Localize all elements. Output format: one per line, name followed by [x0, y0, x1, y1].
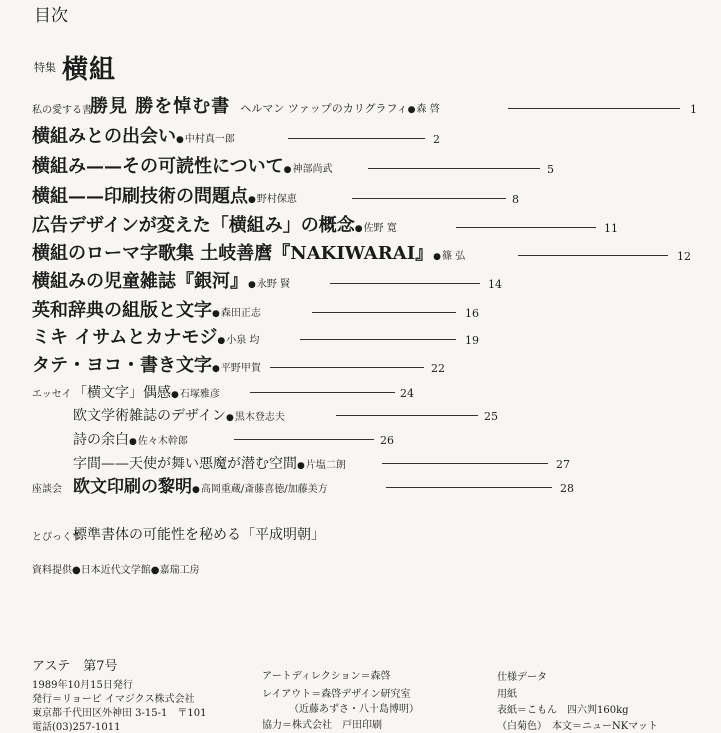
entry-page: 26 — [380, 434, 394, 447]
entry-title: タテ・ヨコ・書き文字 — [32, 355, 212, 376]
entry-author: 中村真一郎 — [184, 134, 235, 145]
entry-page: 22 — [431, 362, 445, 375]
colophon-address: 東京都千代田区外神田 3-15-1 〒101 — [32, 708, 207, 719]
topics-title: 標準書体の可能性を秘める「平成明朝」 — [73, 527, 325, 543]
entry-title: 横組み——その可読性について — [32, 156, 284, 177]
entry-title: ミキ イサムとカナモジ — [32, 327, 218, 348]
entry-author: 佐々木幹郎 — [137, 436, 188, 447]
toc-entry — [0, 270, 721, 294]
entry-title: 横組のローマ字歌集 土岐善麿『NAKIWARAI』 — [32, 243, 434, 264]
bullet-icon: ● — [129, 437, 137, 447]
entry-page: 11 — [604, 222, 618, 235]
entry-title: 欧文学術雑誌のデザイン — [73, 408, 227, 424]
entry-author: 石塚雅彦 — [179, 389, 220, 400]
bullet-icon: ● — [248, 280, 256, 290]
entry-title-wrap — [32, 211, 397, 237]
entry-page: 16 — [465, 307, 479, 320]
bullet-icon: ● — [354, 224, 363, 234]
toc-entry — [0, 299, 721, 323]
leader-rule — [288, 138, 425, 139]
entry-page: 25 — [484, 410, 498, 423]
leader-rule — [234, 439, 374, 440]
toc-entry — [0, 242, 721, 266]
entry-author: 平野甲賀 — [220, 363, 261, 374]
leader-rule — [330, 283, 480, 284]
leader-rule — [382, 463, 548, 464]
toc-entry — [0, 379, 721, 403]
entry-title-wrap — [73, 429, 188, 449]
toc-entry — [0, 125, 721, 149]
entry-title: 詩の余白 — [73, 432, 129, 448]
toc-entry — [0, 95, 721, 119]
bullet-icon: ● — [176, 135, 184, 145]
leader-rule — [270, 367, 424, 368]
entry-title: 横組——印刷技術の問題点 — [32, 186, 248, 207]
bullet-icon: ● — [226, 413, 234, 423]
entry-author: 森田正志 — [220, 308, 261, 319]
entry-title-wrap — [32, 182, 297, 208]
entry-title: 英和辞典の組版と文字 — [32, 300, 212, 321]
colophon-paper: 用紙 — [497, 689, 517, 700]
page-title: 目次 — [34, 6, 68, 26]
entry-page: 5 — [547, 163, 554, 176]
leader-rule — [386, 487, 552, 488]
entry-label: 座談会 — [32, 484, 62, 495]
entry-label: 私の愛する書 — [32, 105, 92, 116]
toc-entry — [0, 474, 721, 498]
colophon-cover: 表紙＝こもん 四六判160kg — [497, 705, 629, 716]
entry-label: エッセイ — [32, 389, 72, 400]
bullet-icon: ● — [433, 252, 441, 262]
entry-author: 篠 弘 — [441, 251, 466, 262]
leader-rule — [250, 392, 395, 393]
colophon-cooperation: 協力＝株式会社 戸田印刷 — [262, 720, 382, 731]
entry-title-wrap — [73, 382, 220, 402]
leader-rule — [336, 415, 478, 416]
leader-rule — [508, 108, 680, 109]
entry-page: 24 — [400, 387, 414, 400]
toc-entry — [0, 450, 721, 474]
entry-author: 永野 賢 — [256, 279, 291, 290]
entry-author: 森 啓 — [416, 104, 440, 115]
entry-title: 欧文印刷の黎明 — [73, 477, 192, 497]
entry-subtitle: ヘルマン ツァップのカリグラフィ — [240, 102, 408, 115]
colophon-date: 1989年10月15日発行 — [32, 680, 133, 691]
entry-page: 8 — [512, 193, 519, 206]
entry-title: 「横文字」偶感 — [73, 385, 171, 401]
leader-rule — [368, 168, 540, 169]
entry-page: 2 — [433, 133, 440, 146]
toc-entry — [0, 354, 721, 378]
bullet-icon: ● — [212, 364, 220, 374]
toc-entry — [0, 326, 721, 350]
entry-title-wrap — [32, 267, 290, 293]
entry-title-wrap — [73, 405, 285, 425]
bullet-icon: ● — [192, 485, 200, 495]
colophon-art-direction: アートディレクション＝森啓 — [262, 671, 391, 682]
entry-author: 黒木登志夫 — [234, 412, 285, 423]
leader-rule — [300, 339, 456, 340]
entry-title-wrap — [32, 323, 259, 349]
entry-title-wrap — [90, 92, 440, 118]
bullet-icon: ● — [248, 195, 256, 205]
entry-title-wrap — [73, 472, 328, 497]
entry-title-wrap — [32, 122, 235, 148]
entry-title-wrap — [73, 453, 346, 473]
entry-title-wrap — [32, 239, 465, 265]
bullet-icon: ● — [171, 390, 179, 400]
toc-entry — [0, 402, 721, 426]
special-label: 特集 — [34, 61, 56, 74]
colophon-phone: 電話(03)257-1011 — [32, 722, 121, 733]
colophon-issue: アステ 第7号 — [32, 659, 118, 674]
leader-rule — [456, 227, 596, 228]
entry-page: 12 — [677, 250, 691, 263]
colophon-designers: （近藤あずさ・八十島博明） — [289, 704, 419, 715]
entry-page: 1 — [690, 103, 697, 116]
entry-author: 片塩二朗 — [305, 460, 346, 471]
topics-label: とぴっくす — [32, 532, 82, 543]
toc-entry — [0, 185, 721, 209]
entry-author: 野村保恵 — [256, 194, 297, 205]
toc-entry — [0, 214, 721, 238]
materials-credit: 資料提供●日本近代文学館●嘉瑞工房 — [32, 565, 200, 576]
colophon-layout: レイアウト＝森啓デザイン研究室 — [262, 689, 411, 700]
colophon-spec-heading: 仕様データ — [497, 672, 547, 683]
toc-entry — [0, 426, 721, 450]
bullet-icon: ● — [297, 461, 305, 471]
entry-title-wrap — [32, 351, 261, 377]
leader-rule — [312, 312, 456, 313]
entry-page: 14 — [488, 278, 502, 291]
entry-page: 28 — [560, 482, 574, 495]
entry-page: 27 — [556, 458, 570, 471]
entry-title: 横組みの児童雑誌『銀河』 — [32, 271, 248, 292]
entry-author: 高岡重蔵/斎藤喜徳/加藤美方 — [200, 484, 328, 495]
entry-title: 字間——天使が舞い悪魔が潜む空間 — [73, 456, 297, 472]
entry-page: 19 — [465, 334, 479, 347]
entry-author: 佐野 寛 — [363, 223, 397, 234]
toc-entry — [0, 155, 721, 179]
entry-title-wrap — [32, 152, 333, 178]
entry-title: 広告デザインが変えた「横組み」の概念 — [32, 215, 355, 236]
bullet-icon: ● — [217, 336, 226, 346]
entry-title: 横組みとの出会い — [32, 126, 176, 147]
entry-title-wrap — [32, 296, 261, 322]
colophon-body-paper: （白菊色） 本文＝ニューNKマット — [497, 721, 658, 732]
bullet-icon: ● — [212, 309, 220, 319]
entry-title: 勝見 勝を悼む書 — [90, 96, 231, 117]
bullet-icon: ● — [283, 165, 292, 175]
entry-author: 小泉 均 — [226, 335, 260, 346]
special-title: 横組 — [62, 55, 117, 85]
leader-rule — [352, 198, 506, 199]
bullet-icon: ● — [407, 105, 416, 115]
leader-rule — [518, 255, 668, 256]
entry-author: 神部尚武 — [292, 164, 333, 175]
colophon-publisher: 発行＝リョービ イマジクス株式会社 — [32, 694, 195, 705]
